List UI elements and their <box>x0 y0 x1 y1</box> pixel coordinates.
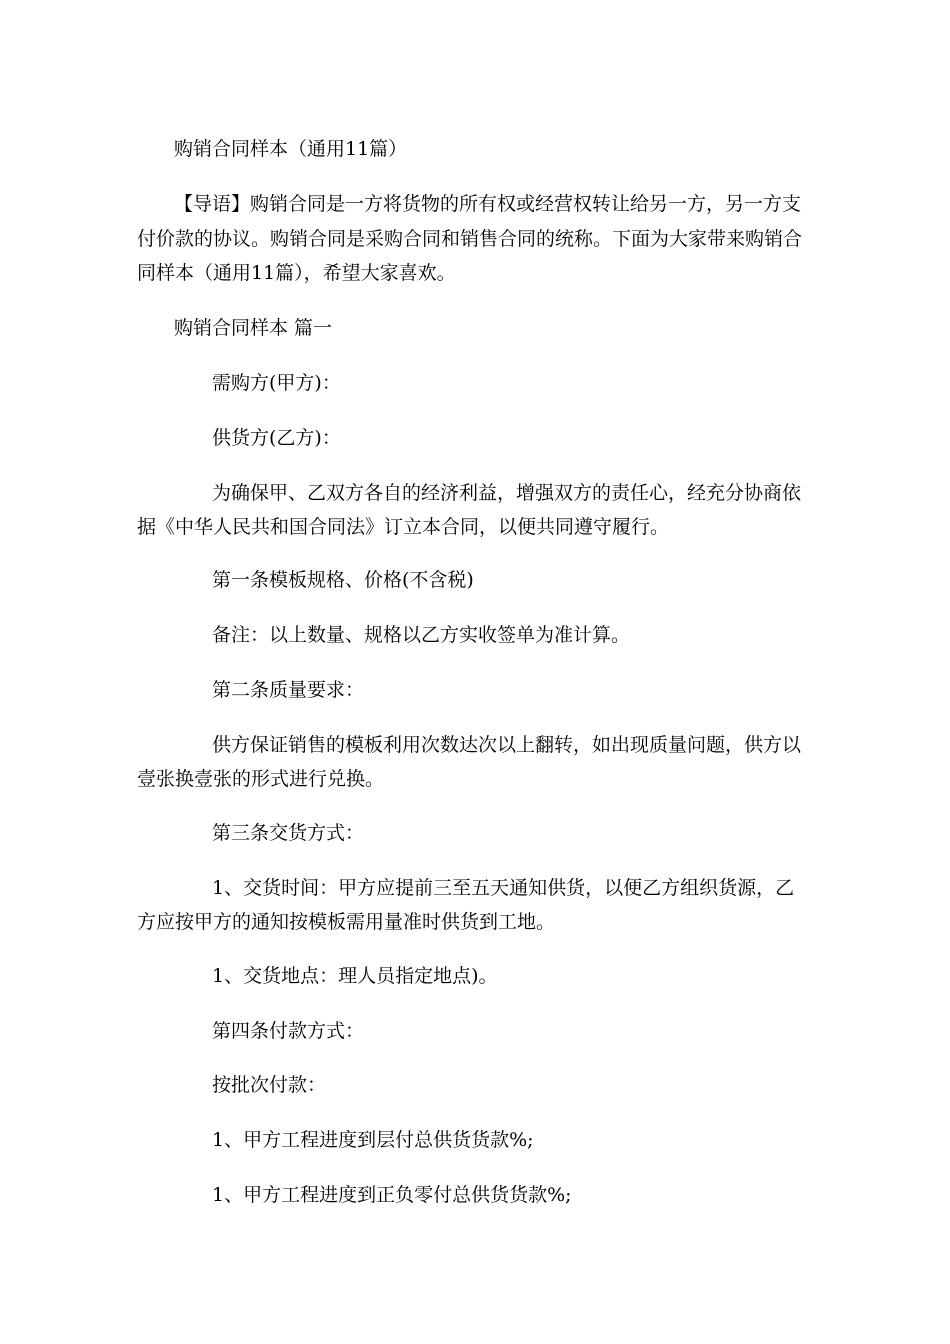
delivery-place-line: 1、交货地点：理人员指定地点)。 <box>212 965 498 987</box>
purpose-line-1: 为确保甲、乙双方各自的经济利益，增强双方的责任心，经充分协商依 <box>212 482 802 504</box>
intro-line-2: 付价款的协议。购销合同是采购合同和销售合同的统称。下面为大家带来购销合 <box>137 228 803 250</box>
section-title: 购销合同样本 篇一 <box>174 317 333 339</box>
article-4-heading: 第四条付款方式： <box>212 1020 365 1042</box>
delivery-time-line-2: 方应按甲方的通知按模板需用量准时供货到工地。 <box>137 911 556 933</box>
quality-line-2: 壹张换壹张的形式进行兑换。 <box>137 768 385 790</box>
delivery-time-line-1: 1、交货时间：甲方应提前三至五天通知供货，以便乙方组织货源，乙 <box>212 877 795 899</box>
supplier-line: 供货方(乙方)： <box>212 427 341 449</box>
buyer-line: 需购方(甲方)： <box>212 372 341 394</box>
by-batch-line: 按批次付款： <box>212 1074 327 1096</box>
document-title: 购销合同样本（通用11篇） <box>174 138 408 160</box>
payment-line-2: 1、甲方工程进度到正负零付总供货货款%; <box>212 1184 572 1206</box>
note-line: 备注：以上数量、规格以乙方实收签单为准计算。 <box>212 624 631 646</box>
payment-line-1: 1、甲方工程进度到层付总供货货款%; <box>212 1129 534 1151</box>
quality-line-1: 供方保证销售的模板利用次数达次以上翻转，如出现质量问题，供方以 <box>212 734 802 756</box>
article-1-heading: 第一条模板规格、价格(不含税) <box>212 569 474 591</box>
intro-line-1: 【导语】购销合同是一方将货物的所有权或经营权转让给另一方，另一方支 <box>174 193 802 215</box>
purpose-line-2: 据《中华人民共和国合同法》订立本合同，以便共同遵守履行。 <box>137 516 670 538</box>
intro-line-3: 同样本（通用11篇），希望大家喜欢。 <box>137 262 456 284</box>
article-2-heading: 第二条质量要求： <box>212 679 365 701</box>
article-3-heading: 第三条交货方式： <box>212 822 365 844</box>
